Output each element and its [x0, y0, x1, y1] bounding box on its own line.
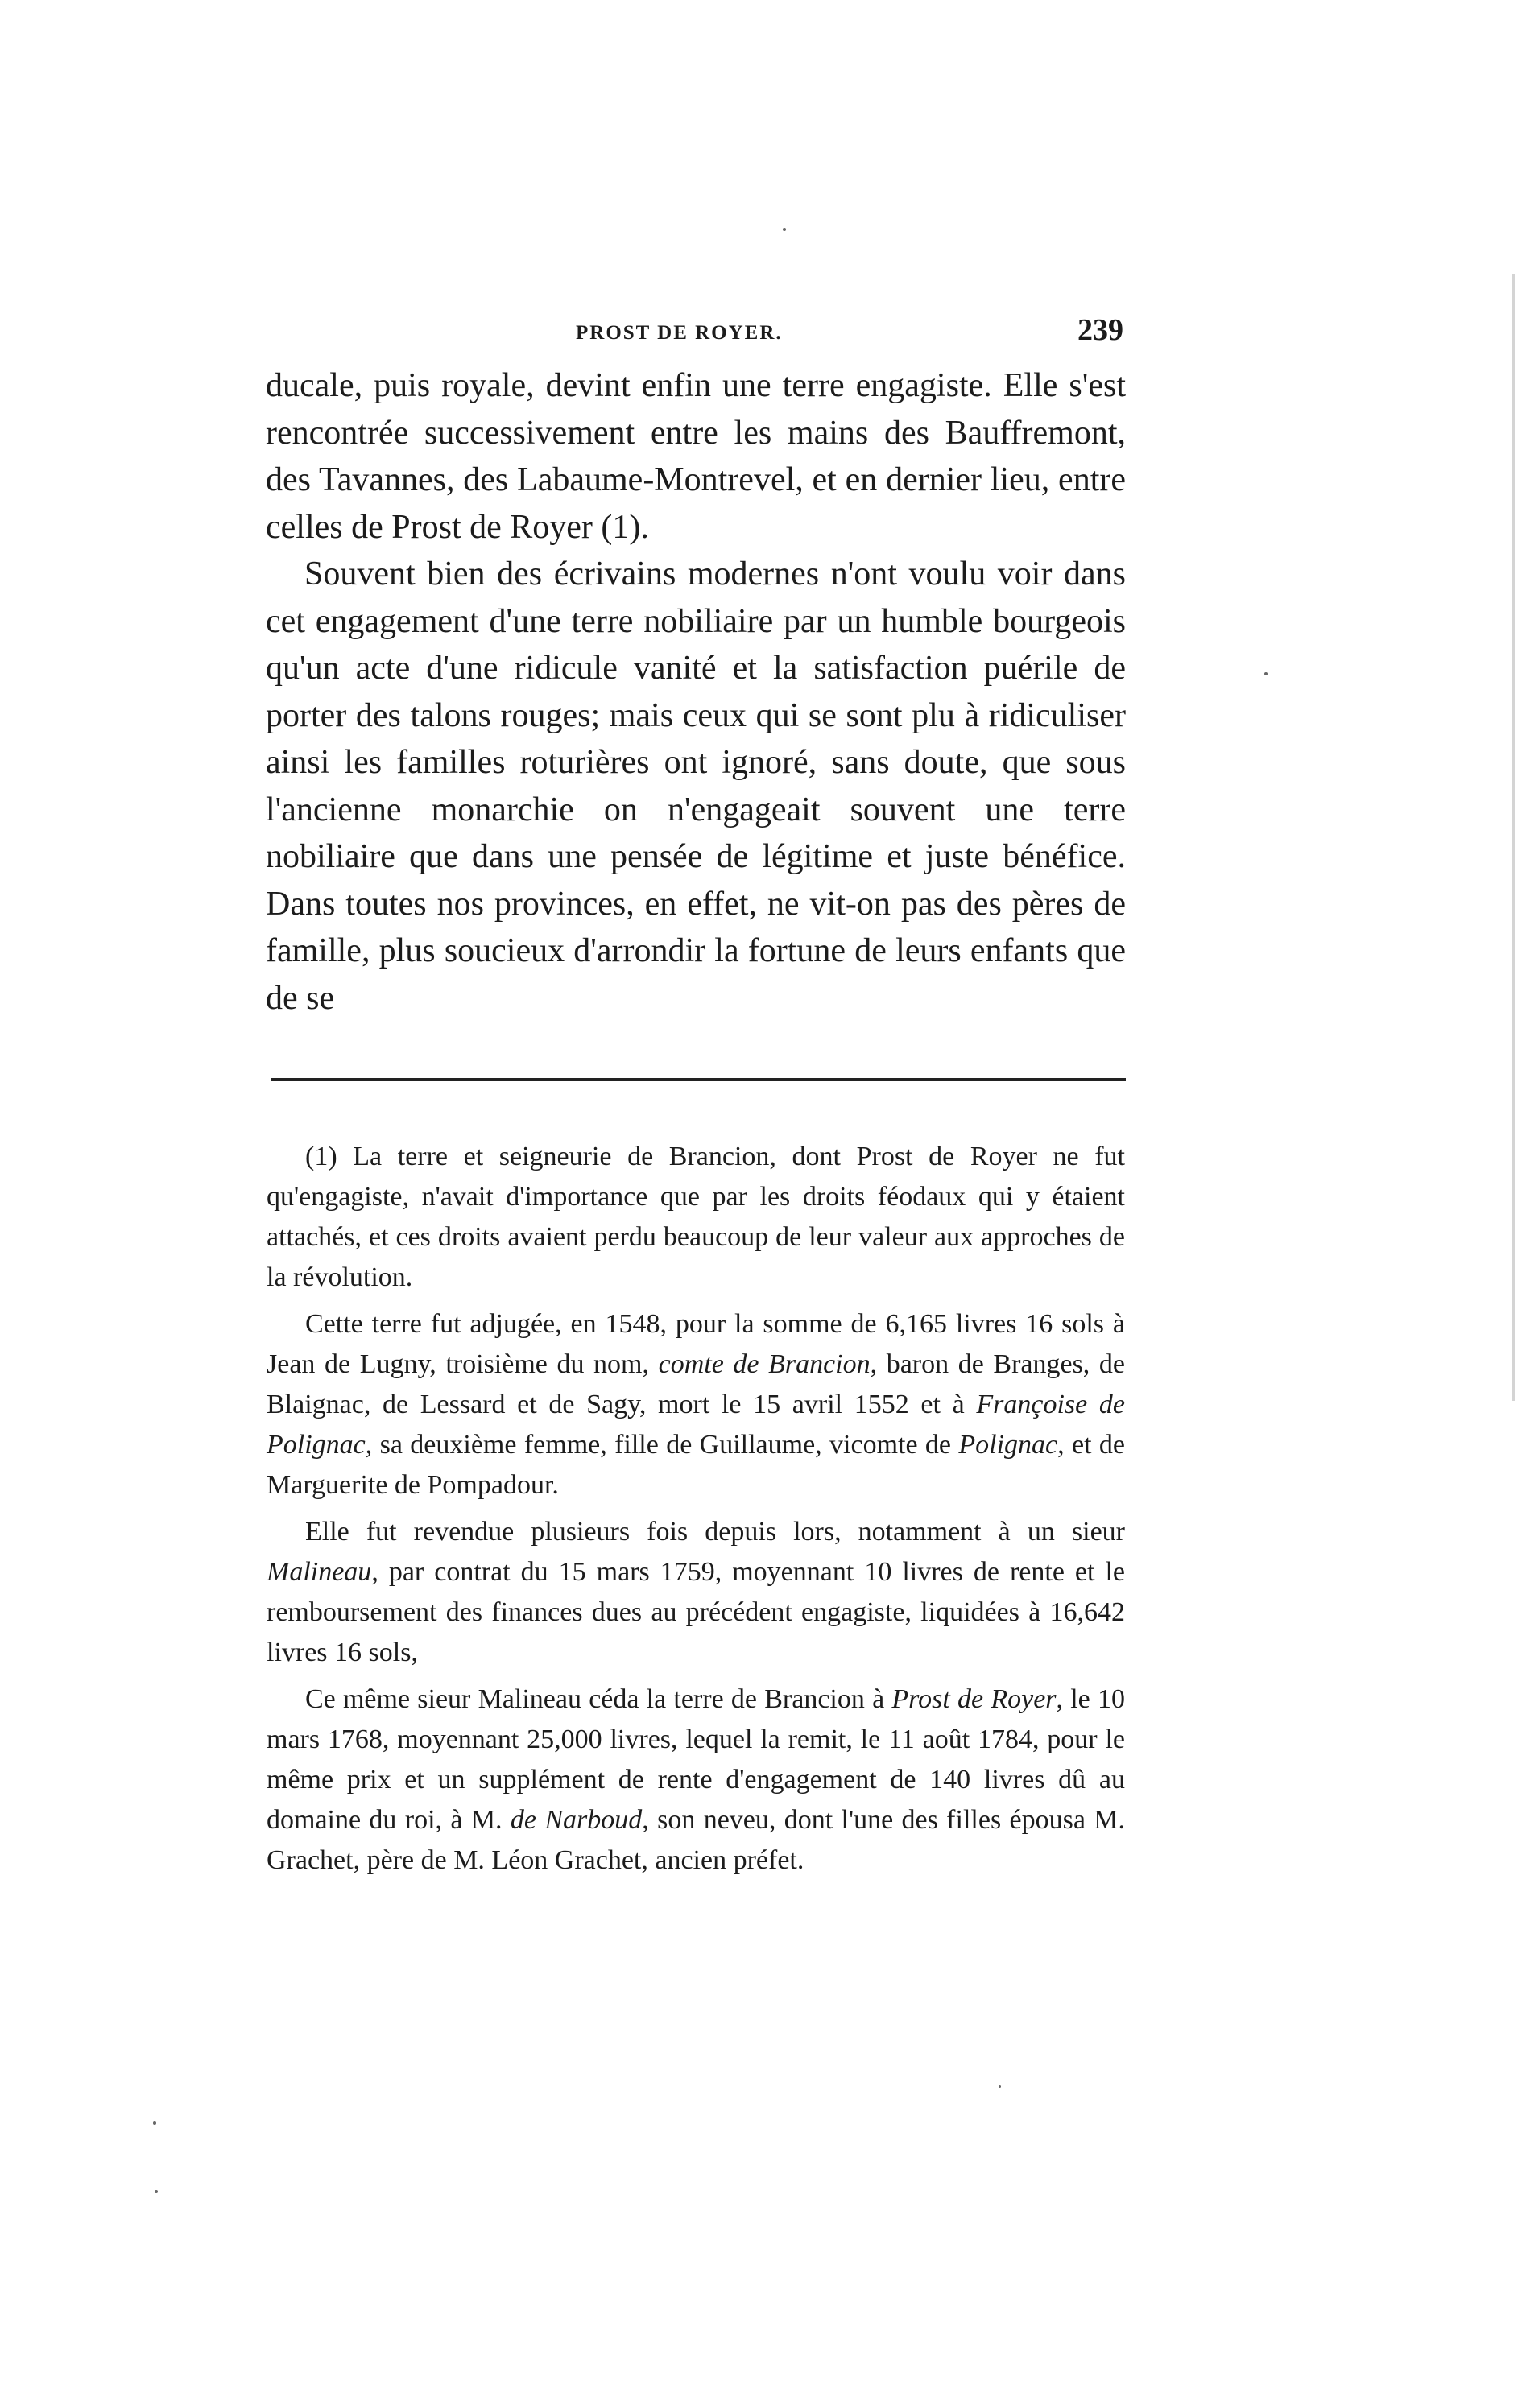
footnote-italic: comte de Brancion [658, 1349, 871, 1379]
footnote-text: Ce même sieur Malineau céda la terre de Brancion à [305, 1684, 892, 1714]
footnote-paragraph [267, 1679, 1125, 1881]
footnote-text: , baron de Branges, de Blaignac, de Lessard et de Sagy, mort le 15 avril 1552 et à [267, 1349, 1125, 1419]
footnote-paragraph [267, 1304, 1125, 1506]
scan-speck [783, 228, 786, 231]
scan-speck [1264, 672, 1268, 675]
footnote-text: (1) La terre et seigneurie de Brancion, dont Prost de Royer ne fut qu'engagiste, n'avait d'importance que par les droits féodaux qui y étaient attachés, et ces droits avaient perdu beaucoup de leur valeur aux approches de la révolution. [267, 1142, 1125, 1292]
body-paragraph: ducale, puis royale, devint enfin une terre engagiste. Elle s'est rencontrée successivement entre les mains des Bauffremont, des Tavannes, des Labaume-Montrevel, et en dernier lieu, entre celles de Prost de Royer (1). [266, 367, 1126, 546]
scan-speck [155, 2190, 158, 2193]
footnote-italic: de Narboud [510, 1805, 643, 1835]
main-text [266, 362, 1126, 1022]
footnote-text: , par contrat du 15 mars 1759, moyennant 10 livres de rente et le remboursement des finances dues au précédent engagiste, liquidées à 16,642 livres 16 sols, [267, 1557, 1125, 1667]
footnote-italic: Malineau [267, 1557, 372, 1587]
footnote-italic: Prost de Royer [891, 1684, 1057, 1714]
footnotes [267, 1137, 1125, 1887]
running-head-title: PROST DE ROYER. [576, 322, 783, 344]
footnote-text: Elle fut revendue plusieurs fois depuis lors, notamment à un sieur [305, 1517, 1125, 1547]
footnote-paragraph [267, 1512, 1125, 1673]
running-head [270, 312, 1123, 361]
footnote-text: , son neveu, dont l'une des filles épousa M. Grachet, père de M. Léon Grachet, ancien préfet. [267, 1805, 1126, 1875]
footnote-text: , sa deuxième femme, fille de Guillaume, vicomte de [365, 1430, 959, 1460]
scan-margin-line [1512, 274, 1515, 1401]
scan-speck [999, 2085, 1001, 2088]
footnote-text: Cette terre fut adjugée, en 1548, pour la somme de 6,165 livres 16 sols à Jean de Lugny, troisième du nom, [267, 1309, 1125, 1379]
footnote-italic: Polignac [958, 1430, 1058, 1460]
footnote-paragraph [267, 1137, 1125, 1298]
scan-speck [153, 2121, 156, 2125]
footnote-divider [271, 1078, 1126, 1081]
footnote-italic: Françoise de Polignac [267, 1390, 1126, 1460]
body-paragraph: Souvent bien des écrivains modernes n'ont voulu voir dans cet engagement d'une terre nobiliaire par un humble bourgeois qu'un acte d'une ridicule vanité et la satisfaction puérile de porter des talons rouges; mais ceux qui se sont plu à ridiculiser ainsi les familles roturières ont ignoré, sans doute, que sous l'ancienne monarchie on n'engageait souvent une terre nobiliaire que dans une pensée de légitime et juste bénéfice. Dans toutes nos provinces, en effet, ne vit-on pas des pères de famille, plus soucieux d'arrondir la fortune de leurs enfants que de se [266, 556, 1126, 1017]
footnote-text: , et de Marguerite de Pompadour. [267, 1430, 1125, 1500]
footnote-text: , le 10 mars 1768, moyennant 25,000 livres, lequel la remit, le 11 août 1784, pour le même prix et un supplément de rente d'engagement de 140 livres dû au domaine du roi, à M. [267, 1684, 1125, 1835]
page-number: 239 [1077, 313, 1123, 347]
